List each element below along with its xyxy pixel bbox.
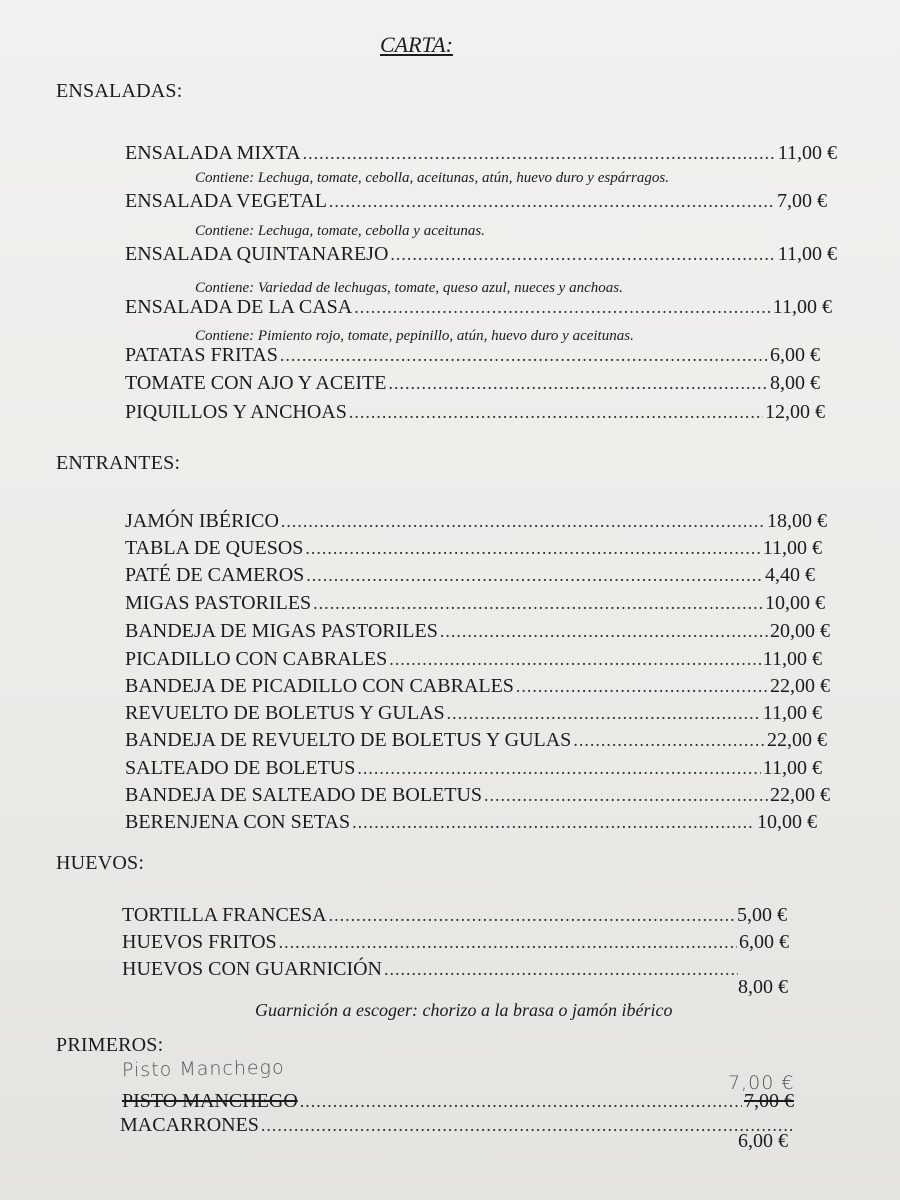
item-price-struck: 7,00 € (744, 1090, 794, 1112)
leader-dots (349, 402, 763, 423)
menu-item (125, 757, 822, 780)
item-name: HUEVOS FRITOS (122, 931, 277, 953)
item-name: BANDEJA DE PICADILLO CON CABRALES (125, 675, 514, 697)
menu-item (125, 537, 822, 560)
leader-dots (357, 758, 760, 779)
menu-item (122, 904, 787, 927)
menu-item (125, 372, 820, 395)
section-title-entrantes: ENTRANTES: (56, 452, 181, 474)
item-description: Contiene: Lechuga, tomate, cebolla, aceitunas, atún, huevo duro y espárragos. (195, 170, 669, 186)
leader-dots (306, 565, 763, 586)
item-price: 12,00 € (765, 401, 825, 423)
item-price: 20,00 € (770, 620, 830, 642)
leader-dots (313, 593, 763, 614)
leader-dots (389, 649, 760, 670)
item-description: Contiene: Lechuga, tomate, cebolla y aceitunas. (195, 223, 485, 239)
menu-item (125, 648, 822, 671)
menu-item (125, 592, 825, 615)
item-price: 6,00 € (738, 1130, 788, 1152)
menu-item (125, 675, 830, 698)
item-price: 22,00 € (770, 675, 830, 697)
item-price: 7,00 € (777, 190, 827, 212)
item-price: 10,00 € (757, 811, 817, 833)
item-name: PICADILLO CON CABRALES (125, 648, 388, 670)
item-name: BANDEJA DE REVUELTO DE BOLETUS Y GULAS (125, 729, 572, 751)
leader-dots (261, 1115, 794, 1136)
menu-item (122, 1090, 794, 1113)
leader-dots (329, 191, 775, 212)
menu-item (125, 243, 837, 266)
item-description: Contiene: Variedad de lechugas, tomate, queso azul, nueces y anchoas. (195, 280, 623, 296)
item-name: BERENJENA CON SETAS (125, 811, 351, 833)
item-name: ENSALADA VEGETAL (125, 190, 327, 212)
leader-dots (384, 959, 738, 980)
menu-item (125, 344, 820, 367)
menu-item (125, 620, 830, 643)
garnish-note: Guarnición a escoger: chorizo a la brasa o jamón ibérico (255, 1000, 673, 1020)
menu-item (122, 958, 740, 981)
item-name-struck: PISTO MANCHEGO (122, 1090, 298, 1112)
leader-dots (300, 1091, 742, 1112)
section-title-huevos: HUEVOS: (56, 852, 145, 874)
leader-dots (303, 143, 776, 164)
item-price: 18,00 € (767, 510, 827, 532)
item-price: 10,00 € (765, 592, 825, 614)
item-price: 11,00 € (772, 296, 832, 318)
item-name: MACARRONES (120, 1114, 259, 1136)
menu-item (125, 729, 827, 752)
menu-item (120, 1114, 796, 1137)
item-name: SALTEADO DE BOLETUS (125, 757, 356, 779)
item-name: TABLA DE QUESOS (125, 537, 304, 559)
item-name: BANDEJA DE SALTEADO DE BOLETUS (125, 784, 483, 806)
item-price: 4,40 € (765, 564, 815, 586)
leader-dots (352, 812, 755, 833)
item-price: 11,00 € (762, 648, 822, 670)
menu-item (125, 401, 825, 424)
leader-dots (484, 785, 768, 806)
item-name: PIQUILLOS Y ANCHOAS (125, 401, 347, 423)
item-price: 11,00 € (777, 142, 837, 164)
item-price: 5,00 € (737, 904, 787, 926)
item-price: 6,00 € (739, 931, 789, 953)
item-price: 22,00 € (770, 784, 830, 806)
item-price: 8,00 € (770, 372, 820, 394)
menu-item (125, 190, 827, 213)
item-name: JAMÓN IBÉRICO (125, 510, 279, 532)
leader-dots (516, 676, 768, 697)
item-name: PATÉ DE CAMEROS (125, 564, 305, 586)
item-name: BANDEJA DE MIGAS PASTORILES (125, 620, 438, 642)
menu-item (125, 702, 822, 725)
leader-dots (447, 703, 761, 724)
leader-dots (390, 244, 775, 265)
item-price: 11,00 € (762, 537, 822, 559)
leader-dots (388, 373, 768, 394)
item-name: HUEVOS CON GUARNICIÓN (122, 958, 382, 980)
page-title: CARTA: (380, 32, 453, 57)
item-name: PATATAS FRITAS (125, 344, 278, 366)
leader-dots (280, 345, 768, 366)
item-name: ENSALADA DE LA CASA (125, 296, 353, 318)
leader-dots (305, 538, 760, 559)
menu-item (125, 784, 830, 807)
item-price: 11,00 € (762, 702, 822, 724)
section-title-primeros: PRIMEROS: (56, 1034, 164, 1056)
item-price: 8,00 € (738, 976, 788, 998)
item-description: Contiene: Pimiento rojo, tomate, pepinillo, atún, huevo duro y aceitunas. (195, 328, 634, 344)
section-title-ensaladas: ENSALADAS: (56, 80, 183, 102)
menu-item (125, 811, 817, 834)
handwritten-correction-name: Pisto Manchego (121, 1056, 285, 1082)
item-name: REVUELTO DE BOLETUS Y GULAS (125, 702, 445, 724)
item-price: 11,00 € (777, 243, 837, 265)
leader-dots (329, 905, 735, 926)
menu-item (125, 510, 827, 533)
menu-item (125, 142, 837, 165)
menu-item (125, 296, 832, 319)
leader-dots (354, 297, 770, 318)
item-price: 22,00 € (767, 729, 827, 751)
item-name: ENSALADA QUINTANAREJO (125, 243, 389, 265)
handwritten-correction-price: 7,00 € (728, 1072, 795, 1094)
leader-dots (440, 621, 768, 642)
item-price: 11,00 € (762, 757, 822, 779)
leader-dots (279, 932, 737, 953)
menu-item (122, 931, 789, 954)
item-name: TOMATE CON AJO Y ACEITE (125, 372, 387, 394)
leader-dots (573, 730, 765, 751)
leader-dots (281, 511, 765, 532)
item-price: 6,00 € (770, 344, 820, 366)
menu-item (125, 564, 815, 587)
item-name: MIGAS PASTORILES (125, 592, 312, 614)
item-name: ENSALADA MIXTA (125, 142, 301, 164)
item-name: TORTILLA FRANCESA (122, 904, 327, 926)
